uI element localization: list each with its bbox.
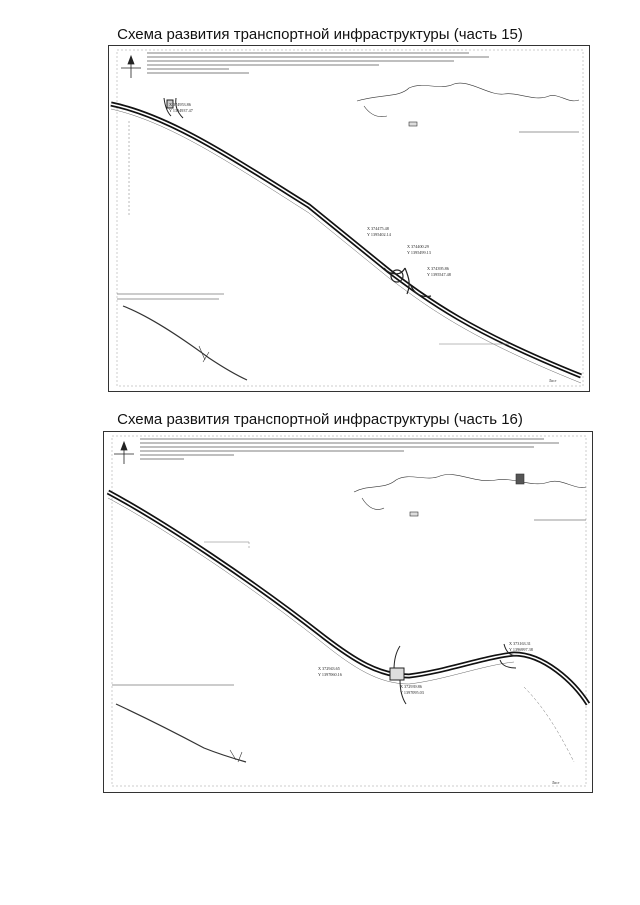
coord-15-4-x: X 374395.86 xyxy=(427,266,449,271)
coord-16-2-x: X 372943.65 xyxy=(318,666,340,671)
page-title-part-16: Схема развития транспортной инфраструктуры (часть 16) xyxy=(117,411,523,428)
coord-16-3-x: X 372939.86 xyxy=(400,684,422,689)
coord-15-4-y: Y 1395547.48 xyxy=(427,272,451,277)
location-inset xyxy=(112,685,246,762)
coord-15-2-y: Y 1395402.14 xyxy=(367,232,391,237)
main-road xyxy=(111,104,581,383)
coord-15-1-y: Y 1394937.47 xyxy=(169,108,193,113)
north-arrow-icon xyxy=(114,442,134,464)
coordinate-labels xyxy=(169,102,451,277)
svg-text:Лист: Лист xyxy=(552,781,560,785)
main-road xyxy=(108,492,588,704)
location-inset xyxy=(117,294,247,380)
interchange-1 xyxy=(390,646,406,704)
coord-15-3-x: X 374400.29 xyxy=(407,244,429,249)
map-sheet-part-16 xyxy=(103,431,593,793)
overview-inset xyxy=(357,83,579,132)
sheet-header-text xyxy=(140,439,559,459)
coord-15-1-x: X 374953.86 xyxy=(169,102,191,107)
page-title-part-15: Схема развития транспортной инфраструктуры (часть 15) xyxy=(117,26,523,43)
map-sheet-part-15 xyxy=(108,45,590,392)
svg-text:Лист: Лист xyxy=(549,379,557,383)
overview-inset xyxy=(354,474,586,520)
sheet-header-text xyxy=(147,53,489,73)
coord-16-3-y: Y 1397095.03 xyxy=(400,690,424,695)
north-arrow-icon xyxy=(121,56,141,78)
coord-15-3-y: Y 1395499.13 xyxy=(407,250,431,255)
coord-16-1-y: Y 1396997.38 xyxy=(509,647,533,652)
coord-16-2-y: Y 1397060.16 xyxy=(318,672,342,677)
coordinate-labels xyxy=(318,641,533,695)
coord-16-1-x: X 373163.31 xyxy=(509,641,531,646)
coord-15-2-x: X 374475.48 xyxy=(367,226,389,231)
